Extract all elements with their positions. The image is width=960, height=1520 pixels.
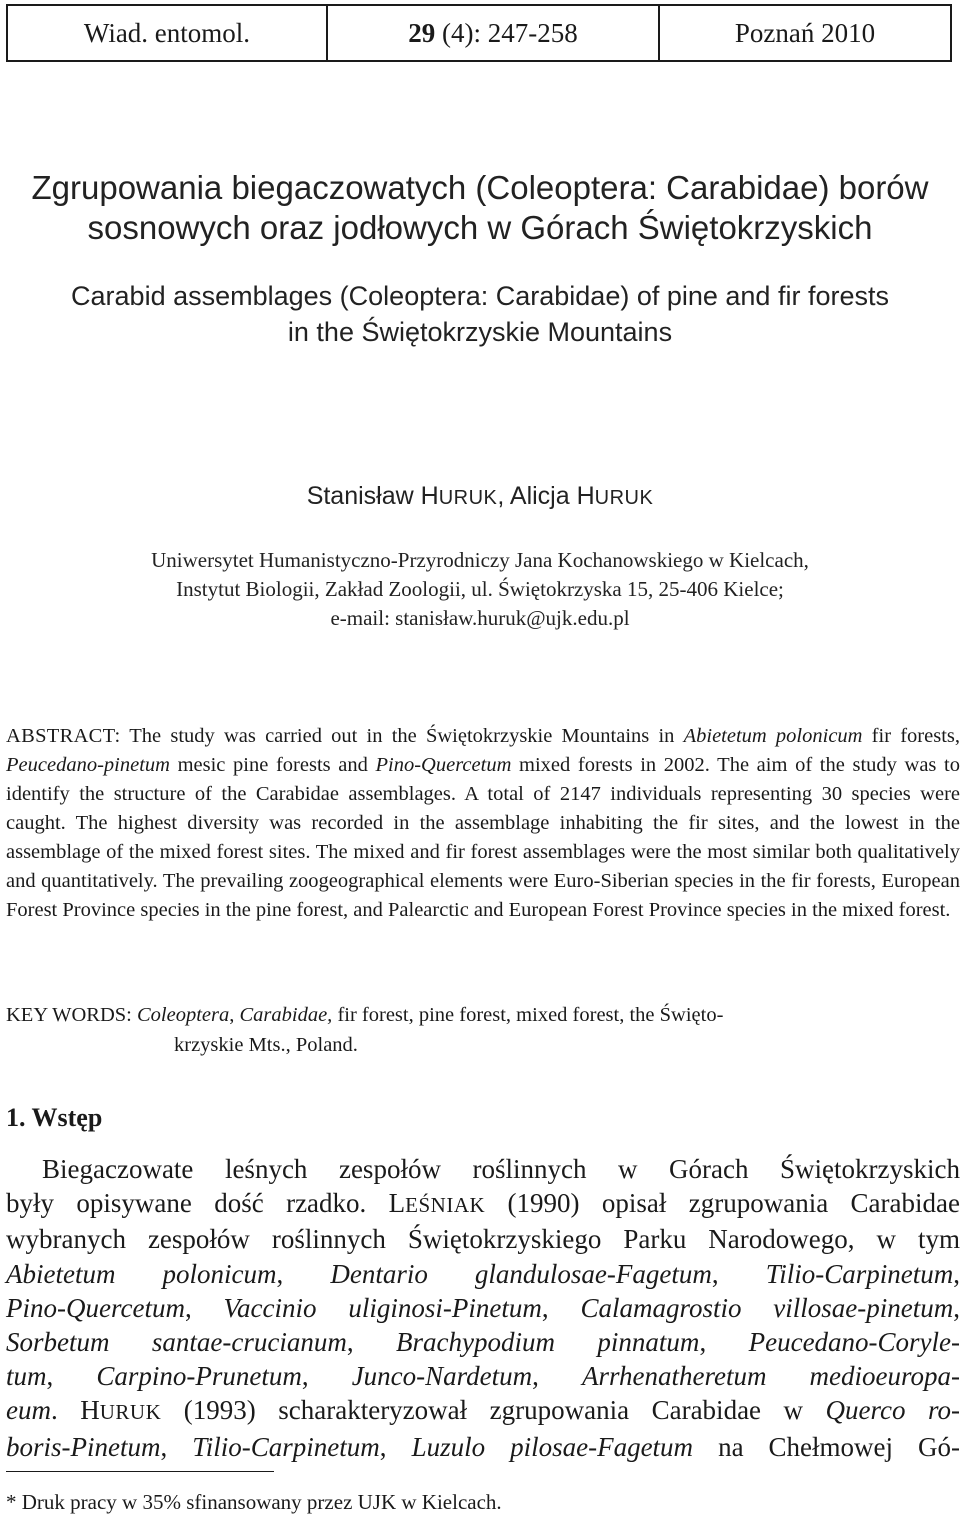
affiliation: Uniwersytet Humanistyczno-Przyrodniczy Jana Kochanowskiego w Kielcach, Instytut Biologii, Zakład Zoologii, ul. Świętokrzyska 15, 25-406 Kielce; e-mail: stanisław.huruk@ujk.edu.pl xyxy=(0,546,960,633)
abstract: ABSTRACT: The study was carried out in the Świętokrzyskie Mountains in Abietetum polonicum fir forests, Peucedano-pinetum mesic pine forests and Pino-Quercetum mixed forests in 2002. The aim of the study was to identify the structure of the Carabidae assemblages. A total of 2147 individuals representing 30 species were caught. The highest diversity was recorded in the assemblage inhabiting the fir sites, and the lowest in the assemblage of the mixed forest sites. The mixed and fir forest assemblages were the most similar both qualitatively and quantitatively. The prevailing zoogeographical elements were Euro-Siberian species in the fir forests, European Forest Province species in the pine forest, and Palearctic and European Forest Province species in the mixed forest. xyxy=(6,725,960,921)
footnote: * Druk pracy w 35% sfinansowany przez UJK w Kielcach. xyxy=(6,1490,502,1514)
abstract-label: ABSTRACT: xyxy=(6,725,121,747)
keywords-label: KEY WORDS: xyxy=(6,1004,132,1026)
section-heading: 1. Wstęp xyxy=(6,1103,103,1132)
keywords: KEY WORDS: Coleoptera, Carabidae, fir forest, pine forest, mixed forest, the Święto- krzyskie Mts., Poland. xyxy=(6,1004,724,1056)
authors: Stanisław HURUK, Alicja HURUK xyxy=(306,482,654,510)
email-address: e-mail: stanisław.huruk@ujk.edu.pl xyxy=(330,606,630,630)
issue-pages: (4): 247-258 xyxy=(442,17,578,48)
journal-volume-issue xyxy=(328,6,660,60)
volume-number: 29 xyxy=(408,17,436,48)
journal-header xyxy=(6,4,952,62)
title-english: Carabid assemblages (Coleoptera: Carabidae) of pine and fir forests in the Świętokrzyskie Mountains xyxy=(71,281,889,347)
footnote-rule xyxy=(6,1471,274,1472)
place-year: Poznań 2010 xyxy=(734,17,876,48)
journal-name: Wiad. entomol. xyxy=(8,6,328,60)
intro-paragraph: Biegaczowate leśnych zespołów roślinnych w Górach Świętokrzyskich były opisywane dość rzadko. LEŚNIAK (1990) opisał zgrupowania Carabidae wybranych zespołów roślinnych Świętokrzyskiego Parku Narodowego, w tym Abietetum polonicum, Dentario glandulosae-Fagetum, Tilio-Carpinetum, Pino-Quercetum, Vaccinio uliginosi-Pinetum, Calamagrostio villosae-pinetum, Sorbetum santae-crucianum, Brachypodium pinnatum, Peucedano-Coryle- tum, Carpino-Prunetum, Junco-Nardetum, Arrhenatheretum medioeuropa- eum. HURUK (1993) scharakteryzował zgrupowania Carabidae w Querco ro- boris-Pinetum, Tilio-Carpinetum, Luzulo pilosae-Fagetum na Chełmowej Gó- xyxy=(6,1154,960,1462)
title-polish: Zgrupowania biegaczowatych (Coleoptera: Carabidae) borów sosnowych oraz jodłowych w Górach Świętokrzyskich xyxy=(31,169,929,246)
